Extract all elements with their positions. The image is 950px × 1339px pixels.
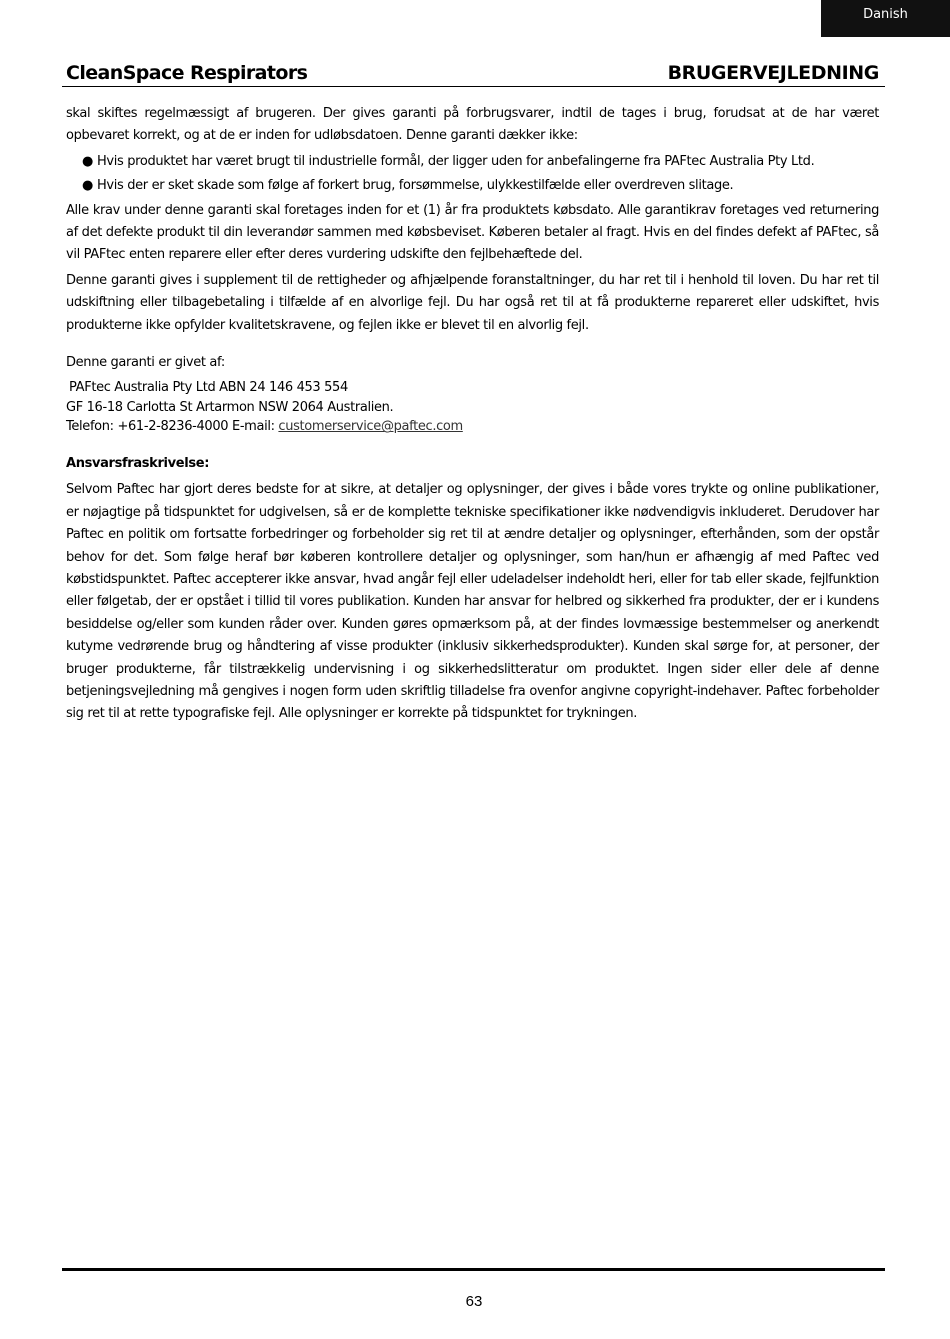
warranty-paragraph-3: Denne garanti gives i supplement til de rettigheder og afhjælpende foranstaltninger, du har ret til i henhold til loven. Du har ret til udskiftning eller tilbagebetaling i tilfælde af en alvorlige fejl. Du har også ret til at få produkterne repareret eller udskiftet, hvis produkterne ikke opfylder kvalitetskravene, og fejlen ikke er blevet til en alvorlig fejl. bbox=[66, 272, 879, 333]
address-line-street: GF 16-18 Carlotta St Artarmon NSW 2064 Australien. bbox=[66, 399, 394, 415]
brand-title: CleanSpace Respirators bbox=[66, 62, 308, 84]
disclaimer-paragraph: Selvom Paftec har gjort deres bedste for at sikre, at detaljer og oplysninger, der gives i både vores trykte og online publikationer, er nøjagtige på tidspunktet for udgivelsen, så er de komplette tekniske specifikationer ikke nødvendigvis inkluderet. Derudover har Paftec en politik om fortsatte forbedringer og forbeholder sig ret til at ændre detaljer og oplysninger, efterhånden, som der opstår behov for det. Som følge heraf bør køberen kontrollere detaljer og oplysninger, som han/hun er afhængig af med Paftec ved købstidspunktet. Paftec accepterer ikke ansvar, hvad angår fejl eller udeladelser indeholdt heri, eller for tab eller skade, fejlfunktion eller følgetab, der er opstået i tillid til vores publikation. Kunden har ansvar for helbred og sikkerhed fra produkter, der er i kundens besiddelse og/eller som kunden råder over. Kunden gøres opmærksom på, at der findes lovmæssige bestemmelser og anerkendt kutyme vedrørende brug og håndtering af visse produkter (inklusiv sikkerhedsprodukter). Kunden skal sørge for, at personer, der bruger produkterne, får tilstrækkelig undervisning i og sikkerhedslitteratur om produktet. Ingen sider eller dele af denne betjeningsvejledning må gengives i nogen form uden skriftlig tilladelse fra ovenfor angivne copyright-indehaver. Paftec forbeholder sig ret til at rette typografiske fejl. Alle oplysninger er korrekte på tidspunktet for trykningen. bbox=[66, 482, 879, 722]
bullet-icon: ● bbox=[82, 178, 93, 194]
exclusion-list bbox=[66, 151, 879, 198]
warranty-paragraph-2: Alle krav under denne garanti skal foretages inden for et (1) år fra produktets købsdato. Alle garantikrav foretages ved returnering af det defekte produkt til din leverandør sammen med købsbeviset. Køberen betaler al fragt. Hvis en del findes defekt af PAFtec, så vil PAFtec enten reparere eller efter deres vurdering udskifte den fejlbehæftede del. bbox=[66, 202, 879, 263]
address-line-contact bbox=[66, 417, 879, 437]
company-address bbox=[66, 378, 879, 437]
warranty-paragraph-1: skal skiftes regelmæssigt af brugeren. Der gives garanti på forbrugsvarer, indtil de tages i brug, forudsat at de har været opbevaret korrekt, og at de er inden for udløbsdatoen. Denne garanti dækker ikke: bbox=[66, 106, 879, 144]
phone-label: Telefon: +61-2-8236-4000 E-mail: bbox=[66, 419, 279, 435]
address-line-company: PAFtec Australia Pty Ltd ABN 24 146 453 554 bbox=[69, 380, 348, 396]
page-number: 63 bbox=[465, 1293, 483, 1310]
given-by-label: Denne garanti er givet af: bbox=[66, 355, 225, 371]
document-type-title: BRUGERVEJLEDNING bbox=[667, 62, 879, 84]
page-content bbox=[66, 103, 879, 729]
list-item bbox=[82, 151, 879, 173]
language-tab: Danish bbox=[821, 0, 950, 37]
list-item-text: Hvis der er sket skade som følge af forkert brug, forsømmelse, ulykkestilfælde eller overdreven slitage. bbox=[97, 178, 734, 194]
disclaimer-heading: Ansvarsfraskrivelse: bbox=[66, 455, 210, 471]
email-link[interactable]: customerservice@paftec.com bbox=[278, 419, 463, 435]
page-header bbox=[66, 56, 879, 84]
footer-divider bbox=[62, 1268, 885, 1271]
list-item bbox=[82, 175, 879, 197]
list-item-text: Hvis produktet har været brugt til industrielle formål, der ligger uden for anbefalingerne fra PAFtec Australia Pty Ltd. bbox=[97, 153, 815, 169]
bullet-icon: ● bbox=[82, 153, 93, 169]
header-divider bbox=[62, 86, 885, 87]
